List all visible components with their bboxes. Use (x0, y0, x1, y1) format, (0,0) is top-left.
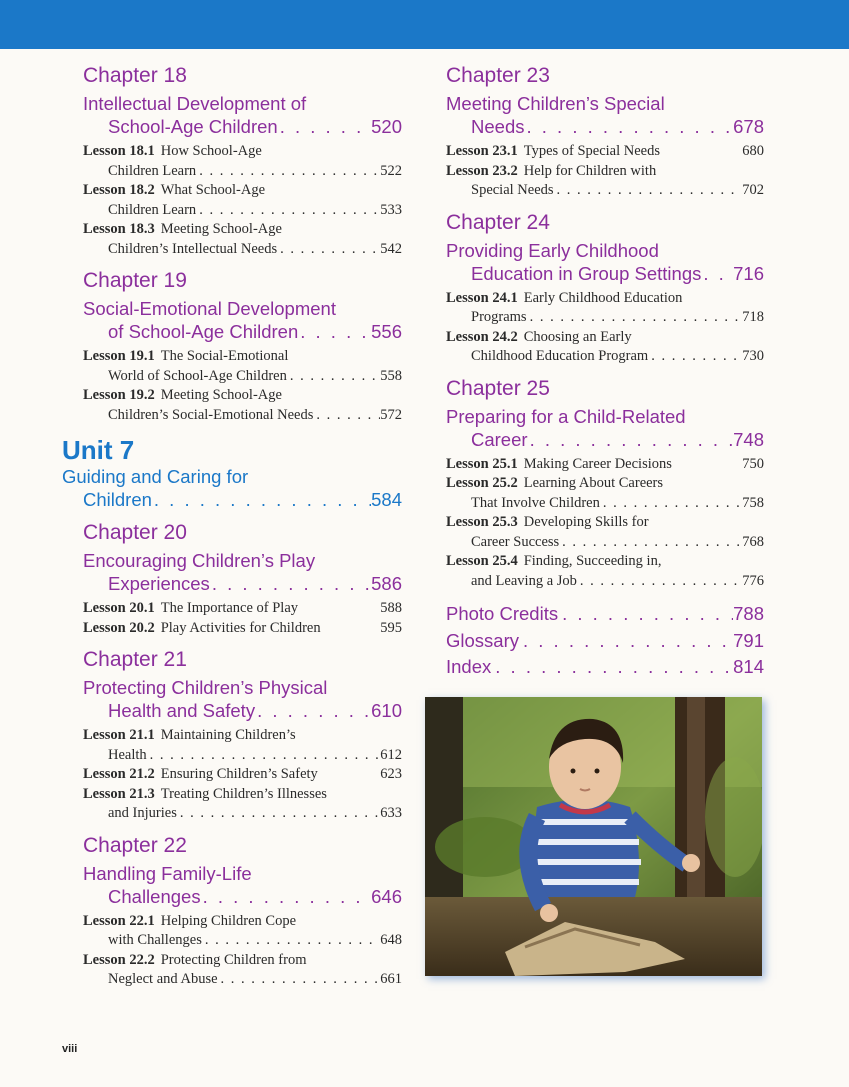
lesson-number: Lesson 25.3 (446, 514, 518, 530)
lesson-list (446, 142, 764, 201)
lesson-item (83, 347, 402, 386)
backmatter-page: 814 (733, 656, 764, 677)
lesson-title: Health (108, 746, 147, 763)
backmatter-page: 791 (733, 629, 764, 651)
lesson-number: Lesson 25.4 (446, 553, 518, 569)
leader-dots (298, 320, 371, 343)
chapter-page: 586 (371, 573, 402, 594)
lesson-list (83, 912, 402, 990)
chapter-heading: Chapter 19 (83, 269, 187, 292)
lesson-item (83, 726, 402, 765)
lesson-page: 758 (742, 494, 764, 511)
lesson-item (83, 181, 402, 220)
chapter-title-line: Intellectual Development of (83, 93, 307, 114)
lesson-item (446, 328, 764, 367)
chapter-title-line: Handling Family-Life (83, 862, 252, 884)
chapter-title-line: of School-Age Children . . . 556 (83, 320, 402, 343)
leader-dots (177, 804, 380, 824)
backmatter-item (446, 654, 764, 681)
lesson-page: 633 (380, 805, 402, 821)
leader-dots (318, 765, 380, 785)
lesson-number: Lesson 24.2 (446, 328, 518, 345)
lesson-list (83, 142, 402, 259)
backmatter-label: Index (446, 656, 492, 677)
lesson-title: Learning About Careers (523, 475, 664, 491)
lesson-number: Lesson 20.2 (83, 619, 155, 636)
leader-dots (196, 162, 380, 182)
chapter-title-line: Meeting Children’s Special (446, 93, 665, 114)
chapter-title (83, 297, 402, 343)
chapter-heading: Chapter 20 (83, 521, 187, 544)
lesson-title: Types of Special Needs (523, 143, 661, 159)
chapter-heading: Chapter 18 (83, 64, 187, 87)
chapter-heading: Chapter 23 (446, 64, 550, 87)
lesson-title: Career Success (471, 533, 560, 550)
lesson-item (83, 220, 402, 259)
chapter-title-line: Social-Emotional Development (83, 298, 336, 319)
chapter-title (83, 549, 402, 595)
lesson-item (446, 162, 764, 201)
lesson-title: Meeting School-Age (160, 221, 282, 237)
lesson-number: Lesson 23.2 (446, 162, 518, 179)
chapter-title (446, 405, 764, 451)
lesson-title: Childhood Education Program (471, 348, 649, 364)
lesson-item (83, 599, 402, 619)
page-number: viii (62, 1043, 78, 1055)
lesson-title: That Involve Children (471, 494, 600, 511)
lesson-page: 595 (380, 619, 402, 636)
chapter-title-line: Needs . . . 678 (446, 115, 764, 138)
leader-dots (277, 240, 380, 260)
lesson-page: 533 (380, 201, 402, 218)
lesson-title: Early Childhood Education (523, 289, 683, 306)
lesson-list (83, 347, 402, 425)
chapter-page: 556 (371, 321, 402, 342)
lesson-title: Special Needs (471, 182, 554, 198)
leader-dots (210, 572, 371, 595)
lesson-page: 572 (380, 406, 402, 423)
leader-dots (577, 572, 742, 592)
lesson-page: 542 (380, 240, 402, 257)
chapter-title (446, 239, 764, 285)
chapter-heading: Chapter 24 (446, 210, 550, 234)
chapter-title-line: Education in Group Settings . . . 716 (446, 262, 764, 285)
lesson-number: Lesson 24.1 (446, 289, 518, 306)
unit-label: Unit 7 (62, 435, 135, 465)
lesson-title: Developing Skills for (523, 514, 649, 530)
leader-dots (701, 262, 733, 285)
lesson-title: with Challenges (108, 932, 202, 948)
lesson-number: Lesson 21.1 (83, 727, 155, 743)
lesson-title: Children Learn (108, 201, 197, 218)
chapter-title (83, 676, 402, 722)
unit-title: Guiding and Caring for Children . . . 584 (62, 465, 402, 511)
lesson-page: 718 (742, 309, 764, 325)
leader-dots (278, 115, 371, 138)
leader-dots (196, 201, 380, 221)
lesson-list (446, 455, 764, 592)
lesson-title: Helping Children Cope (160, 912, 297, 929)
chapter-title-line: School-Age Children . . . 520 (83, 115, 402, 138)
backmatter-item (446, 601, 764, 628)
lesson-page: 558 (380, 367, 402, 384)
chapter-title-line: Health and Safety . . . 610 (83, 699, 402, 722)
chapter-title-line: Preparing for a Child-Related (446, 405, 686, 427)
lesson-number: Lesson 21.2 (83, 766, 155, 782)
leader-dots (660, 142, 742, 162)
lesson-page: 588 (380, 600, 402, 616)
leader-dots (255, 699, 371, 722)
chapter-title (446, 92, 764, 138)
lesson-title: What School-Age (160, 182, 266, 198)
lesson-number: Lesson 22.2 (83, 951, 155, 968)
leader-dots (321, 619, 381, 639)
lesson-item (446, 513, 764, 552)
toddler-photo-illustration (425, 697, 762, 976)
toddler-photo (425, 697, 762, 976)
lesson-number: Lesson 21.3 (83, 785, 155, 802)
lesson-item (83, 765, 402, 785)
lesson-number: Lesson 18.2 (83, 182, 155, 198)
backmatter-item (446, 628, 764, 655)
leader-dots (201, 885, 372, 908)
lesson-list (446, 289, 764, 367)
chapter-page: 520 (371, 116, 402, 137)
lesson-title: Protecting Children from (160, 951, 307, 968)
leader-dots (524, 115, 733, 138)
leader-dots (527, 308, 743, 328)
backmatter-label: Photo Credits (446, 603, 559, 624)
lesson-item (83, 785, 402, 824)
leader-dots (287, 367, 380, 387)
lesson-number: Lesson 23.1 (446, 143, 518, 159)
chapter-title-line: Career . . . 748 (446, 428, 764, 451)
lesson-number: Lesson 19.2 (83, 387, 155, 403)
leader-dots (528, 428, 734, 451)
chapter-heading: Chapter 21 (83, 648, 187, 671)
lesson-page: 702 (742, 182, 764, 198)
lesson-page: 776 (742, 572, 764, 589)
lesson-page: 648 (380, 932, 402, 948)
lesson-item (83, 619, 402, 639)
chapter-title (83, 862, 402, 908)
header-bar (0, 0, 849, 49)
chapter-title (83, 92, 402, 138)
lesson-page: 612 (380, 746, 402, 763)
lesson-item (446, 552, 764, 591)
leader-dots (147, 746, 381, 766)
chapter-title-line: Challenges . . . 646 (83, 885, 402, 908)
lesson-page: 730 (742, 348, 764, 364)
leader-dots (558, 601, 733, 628)
chapter-heading: Chapter 25 (446, 376, 550, 400)
toc-column-left (62, 62, 402, 990)
lesson-title: The Social-Emotional (160, 348, 289, 364)
backmatter-page: 788 (733, 603, 764, 624)
lesson-item (446, 289, 764, 328)
lesson-title: Ensuring Children’s Safety (160, 766, 318, 782)
lesson-title: Treating Children’s Illnesses (160, 785, 327, 802)
lesson-item (446, 142, 764, 162)
lesson-title: Making Career Decisions (523, 455, 672, 472)
chapter-title-line: Experiences . . . 586 (83, 572, 402, 595)
leader-dots (491, 654, 733, 681)
lesson-title: Children Learn (108, 162, 197, 179)
chapter-title-line: Providing Early Childhood (446, 239, 659, 261)
lesson-title: How School-Age (160, 143, 262, 159)
lesson-title: Neglect and Abuse (108, 971, 218, 987)
leader-dots (554, 181, 743, 201)
lesson-item (83, 142, 402, 181)
backmatter-label: Glossary (446, 629, 519, 651)
lesson-number: Lesson 20.1 (83, 600, 155, 616)
leader-dots (313, 406, 380, 426)
lesson-item (83, 951, 402, 990)
lesson-title: The Importance of Play (160, 600, 299, 616)
lesson-item (446, 474, 764, 513)
leader-dots (559, 533, 742, 553)
lesson-title: Play Activities for Children (160, 619, 321, 636)
lesson-list (83, 599, 402, 638)
lesson-title: and Injuries (108, 805, 177, 821)
leader-dots (672, 455, 742, 475)
lesson-item (83, 386, 402, 425)
lesson-page: 768 (742, 533, 764, 550)
chapter-title-line: Protecting Children’s Physical (83, 677, 328, 698)
leader-dots (218, 970, 381, 990)
toc-column-right (446, 62, 764, 681)
lesson-title: and Leaving a Job (471, 572, 577, 589)
lesson-item (446, 455, 764, 475)
lesson-list (83, 726, 402, 824)
lesson-page: 623 (380, 766, 402, 782)
leader-dots (519, 628, 733, 655)
lesson-title: Children’s Intellectual Needs (108, 240, 278, 257)
chapter-title-line: Encouraging Children’s Play (83, 550, 316, 571)
unit-page: 584 (371, 489, 402, 510)
chapter-page: 678 (733, 116, 764, 137)
lesson-number: Lesson 25.2 (446, 475, 518, 491)
lesson-title: Children’s Social-Emotional Needs (108, 406, 314, 423)
lesson-title: Maintaining Children’s (160, 727, 296, 743)
lesson-title: Choosing an Early (523, 328, 632, 345)
leader-dots (202, 931, 380, 951)
lesson-number: Lesson 22.1 (83, 912, 155, 929)
lesson-item (83, 912, 402, 951)
chapter-page: 646 (371, 885, 402, 907)
lesson-page: 661 (380, 971, 402, 987)
lesson-number: Lesson 25.1 (446, 455, 518, 472)
chapter-page: 716 (733, 262, 764, 284)
leader-dots (298, 599, 380, 619)
chapter-heading: Chapter 22 (83, 833, 187, 857)
lesson-number: Lesson 18.3 (83, 221, 155, 237)
leader-dots (600, 494, 742, 514)
lesson-number: Lesson 18.1 (83, 143, 155, 159)
chapter-page: 748 (733, 428, 764, 450)
lesson-title: Finding, Succeeding in, (523, 553, 662, 569)
lesson-page: 522 (380, 162, 402, 179)
lesson-title: Meeting School-Age (160, 387, 282, 403)
chapter-page: 610 (371, 700, 402, 721)
lesson-page: 680 (742, 143, 764, 159)
lesson-title: Programs (471, 309, 527, 325)
leader-dots (648, 347, 742, 367)
lesson-page: 750 (742, 455, 764, 472)
lesson-title: World of School-Age Children (108, 367, 287, 384)
lesson-number: Lesson 19.1 (83, 348, 155, 364)
lesson-title: Help for Children with (523, 162, 657, 179)
